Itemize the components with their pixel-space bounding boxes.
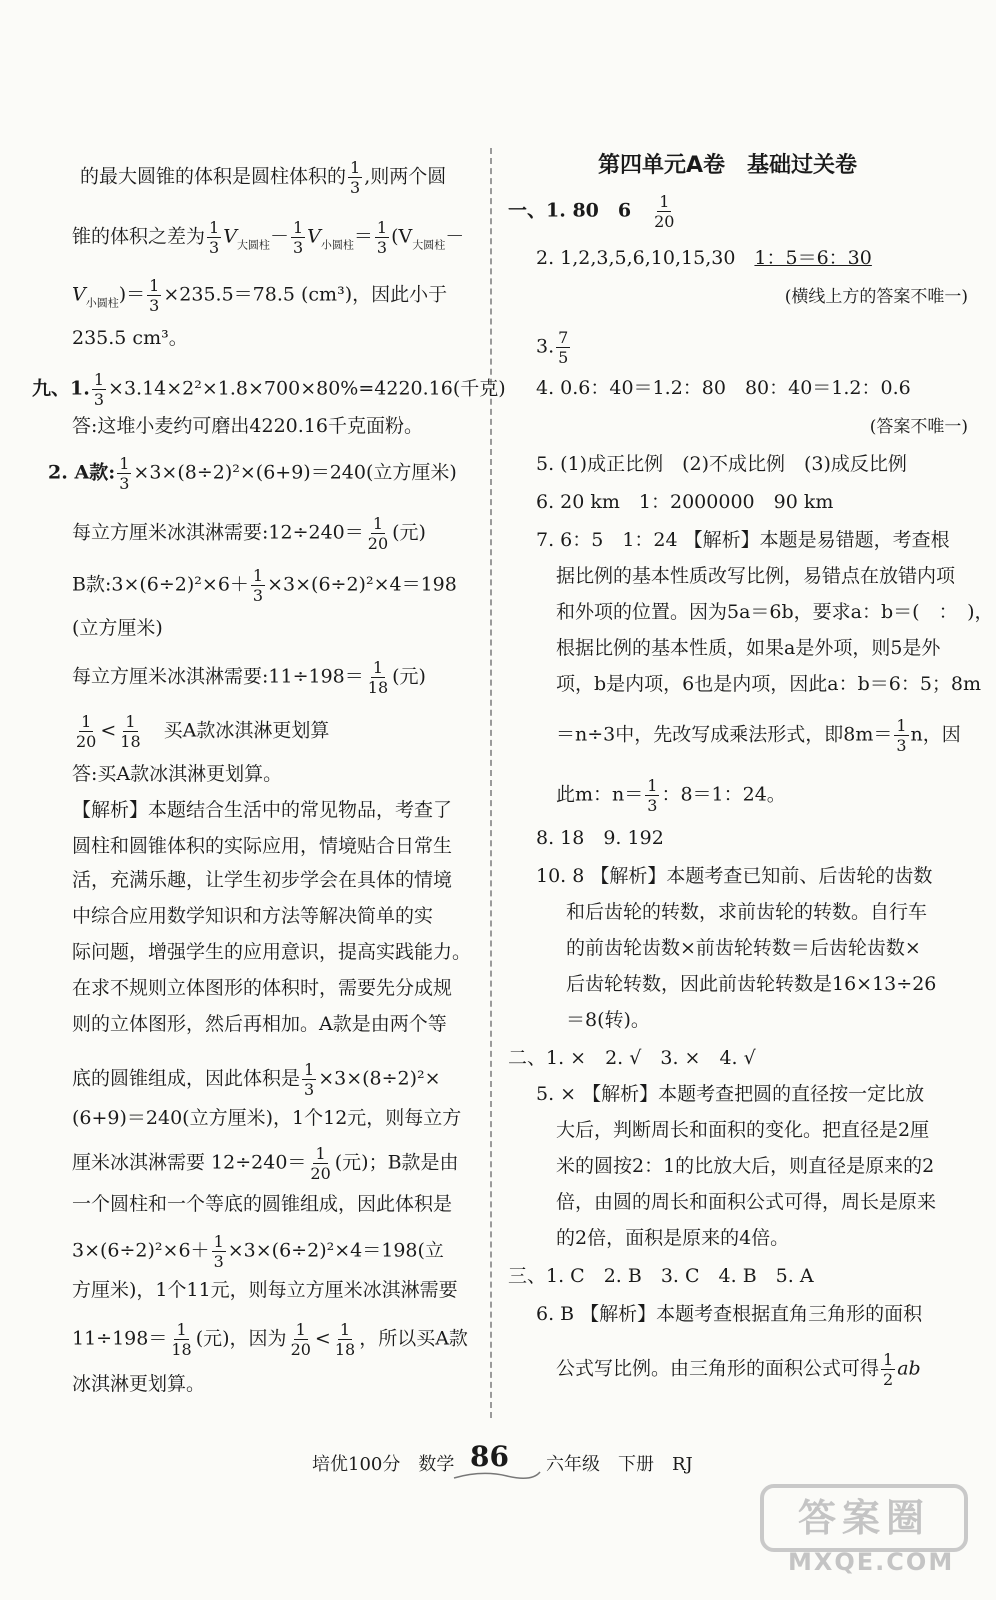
analysis-line: 圆柱和圆锥体积的实际应用，情境贴合日常生 <box>72 835 453 857</box>
analysis-line: ＝n÷3中，先改写成乘法形式，即8m＝ $\frac{1}{3}$ n，因 <box>556 716 961 755</box>
section-3-q6: 6. B 【解析】本题考查根据直角三角形的面积 <box>536 1303 923 1325</box>
section-3-answers: 三、1. C 2. B 3. C 4. B 5. A <box>508 1265 814 1287</box>
text-line: B款:3×(6÷2)²×6＋ $\frac{1}{3}$ ×3×(6÷2)²×4＝198 <box>72 566 457 605</box>
watermark-logo <box>748 1478 968 1578</box>
analysis-line: 此m：n＝ $\frac{1}{3}$ ：8＝1：24。 <box>556 776 786 815</box>
analysis-line: 一个圆柱和一个等底的圆锥组成，因此体积是 <box>72 1193 453 1215</box>
analysis-line: 【解析】本题结合生活中的常见物品，考查了 <box>72 799 453 821</box>
section-1-q2: 2. 1,2,3,5,6,10,15,30 1：5＝6：30 <box>536 247 872 269</box>
analysis-line: 11÷198＝ $\frac{1}{18}$ (元)，因为 $\frac{1}{20}$ < $\frac{1}{18}$ ，所以买A款 <box>72 1320 468 1359</box>
analysis-line: 据比例的基本性质改写比例，易错点在放错内项 <box>556 565 956 587</box>
watermark-url: MXQE.COM <box>788 1548 955 1576</box>
analysis-line: 后齿轮转数，因此前齿轮转数是16×13÷26 <box>566 973 937 995</box>
analysis-line: 在求不规则立体图形的体积时，需要先分成规 <box>72 977 453 999</box>
note: (答案不唯一) <box>869 417 968 437</box>
page-number: 86 <box>470 1440 509 1473</box>
section-1-q1: 一、1. 80 6 $\frac{1}{20}$ <box>508 192 675 231</box>
analysis-line: 的前齿轮齿数×前齿轮转数＝后齿轮齿数× <box>566 937 921 959</box>
analysis-line: 米的圆按2：1的比放大后，则直径是原来的2 <box>556 1155 935 1177</box>
question-9-2: 2. A款: $\frac{1}{3}$ ×3×(8÷2)²×(6+9)＝240(立方厘米) <box>48 454 457 493</box>
analysis-line: (6+9)＝240(立方厘米)，1个12元，则每立方 <box>72 1107 462 1129</box>
section-1-q7: 7. 6：5 1：24 【解析】本题是易错题，考查根 <box>536 529 950 551</box>
section-title: 第四单元A卷 基础过关卷 <box>598 153 858 178</box>
question-9-1: 九、1. $\frac{1}{3}$ ×3.14×2²×1.8×700×80%=4220.16(千克) <box>32 370 506 409</box>
text-line: $\frac{1}{20}$ < $\frac{1}{18}$ 买A款冰淇淋更划算 <box>76 712 330 751</box>
section-1-q6: 6. 20 km 1：2000000 90 km <box>536 491 834 513</box>
analysis-line: 的2倍，面积是原来的4倍。 <box>556 1227 790 1249</box>
analysis-line: 底的圆锥组成，因此体积是 $\frac{1}{3}$ ×3×(8÷2)²× <box>72 1060 441 1099</box>
section-1-q10: 10. 8 【解析】本题考查已知前、后齿轮的齿数 <box>536 865 933 887</box>
column-divider <box>490 148 492 1418</box>
text-line: 每立方厘米冰淇淋需要:12÷240＝ $\frac{1}{20}$ (元) <box>72 514 426 553</box>
answer-line: 答:这堆小麦约可磨出4220.16千克面粉。 <box>72 415 423 437</box>
analysis-line: 中综合应用数学知识和方法等解决简单的实 <box>72 905 434 927</box>
footer-book-title: 培优100分 数学 <box>312 1454 455 1475</box>
watermark-text: 答案圈 <box>760 1484 968 1552</box>
text-line: 的最大圆锥的体积是圆柱体积的 $\frac{1}{3}$ ,则两个圆 <box>80 158 447 197</box>
text-line: 235.5 cm³。 <box>72 327 188 349</box>
analysis-line: 根据比例的基本性质，如果a是外项，则5是外 <box>556 637 941 659</box>
analysis-line: 3×(6÷2)²×6＋ $\frac{1}{3}$ ×3×(6÷2)²×4＝198(立 <box>72 1232 444 1271</box>
section-1-q3: 3. $\frac{7}{5}$ <box>536 328 569 367</box>
analysis-line: 项，b是内项，6也是内项，因此a：b＝6：5；8m <box>556 673 982 695</box>
analysis-line: 公式写比例。由三角形的面积公式可得 $\frac{1}{2}$ ab <box>556 1350 921 1389</box>
analysis-line: 大后，判断周长和面积的变化。把直径是2厘 <box>556 1119 930 1141</box>
note: (横线上方的答案不唯一) <box>784 287 968 307</box>
analysis-line: 和外项的位置。因为5a＝6b，要求a：b＝( ： )， <box>556 601 994 623</box>
text-line: 每立方厘米冰淇淋需要:11÷198＝ $\frac{1}{18}$ (元) <box>72 658 426 697</box>
analysis-line: 厘米冰淇淋需要 12÷240＝ $\frac{1}{20}$ (元)；B款是由 <box>72 1144 459 1183</box>
analysis-line: 方厘米)，1个11元，则每立方厘米冰淇淋需要 <box>72 1279 458 1301</box>
section-2-answers: 二、1. × 2. √ 3. × 4. √ <box>508 1047 756 1069</box>
section-1-q8-9: 8. 18 9. 192 <box>536 827 664 849</box>
analysis-line: 倍，由圆的周长和面积公式可得，周长是原来 <box>556 1191 937 1213</box>
footer-grade: 六年级 下册 RJ <box>546 1454 693 1475</box>
text-line: $V_{小圆柱})=$ $\frac{1}{3}$ ×235.5＝78.5 (cm³)，因此小于 <box>72 276 448 315</box>
text-line: (立方厘米) <box>72 617 163 639</box>
text-line: 锥的体积之差为 $\frac{1}{3}$ $V_{大圆柱}-$ $\frac{1}{3}$ $V_{小圆柱}=$ $\frac{1}{3}$ ($V_{大圆柱}-$ <box>72 218 465 257</box>
analysis-line: 则的立体图形，然后再相加。A款是由两个等 <box>72 1013 447 1035</box>
analysis-line: 冰淇淋更划算。 <box>72 1373 206 1395</box>
analysis-line: 和后齿轮的转数，求前齿轮的转数。自行车 <box>566 901 928 923</box>
section-1-q4: 4. 0.6：40＝1.2：80 80：40＝1.2：0.6 <box>536 377 911 399</box>
section-2-q5: 5. × 【解析】本题考查把圆的直径按一定比放 <box>536 1083 925 1105</box>
analysis-line: 际问题，增强学生的应用意识，提高实践能力。 <box>72 941 472 963</box>
answer-line: 答:买A款冰淇淋更划算。 <box>72 763 283 785</box>
footer-swoosh-icon <box>452 1468 542 1482</box>
analysis-line: 活，充满乐趣，让学生初步学会在具体的情境 <box>72 869 453 891</box>
analysis-line: ＝8(转)。 <box>566 1009 650 1031</box>
section-1-q5: 5. (1)成正比例 (2)不成比例 (3)成反比例 <box>536 453 907 475</box>
